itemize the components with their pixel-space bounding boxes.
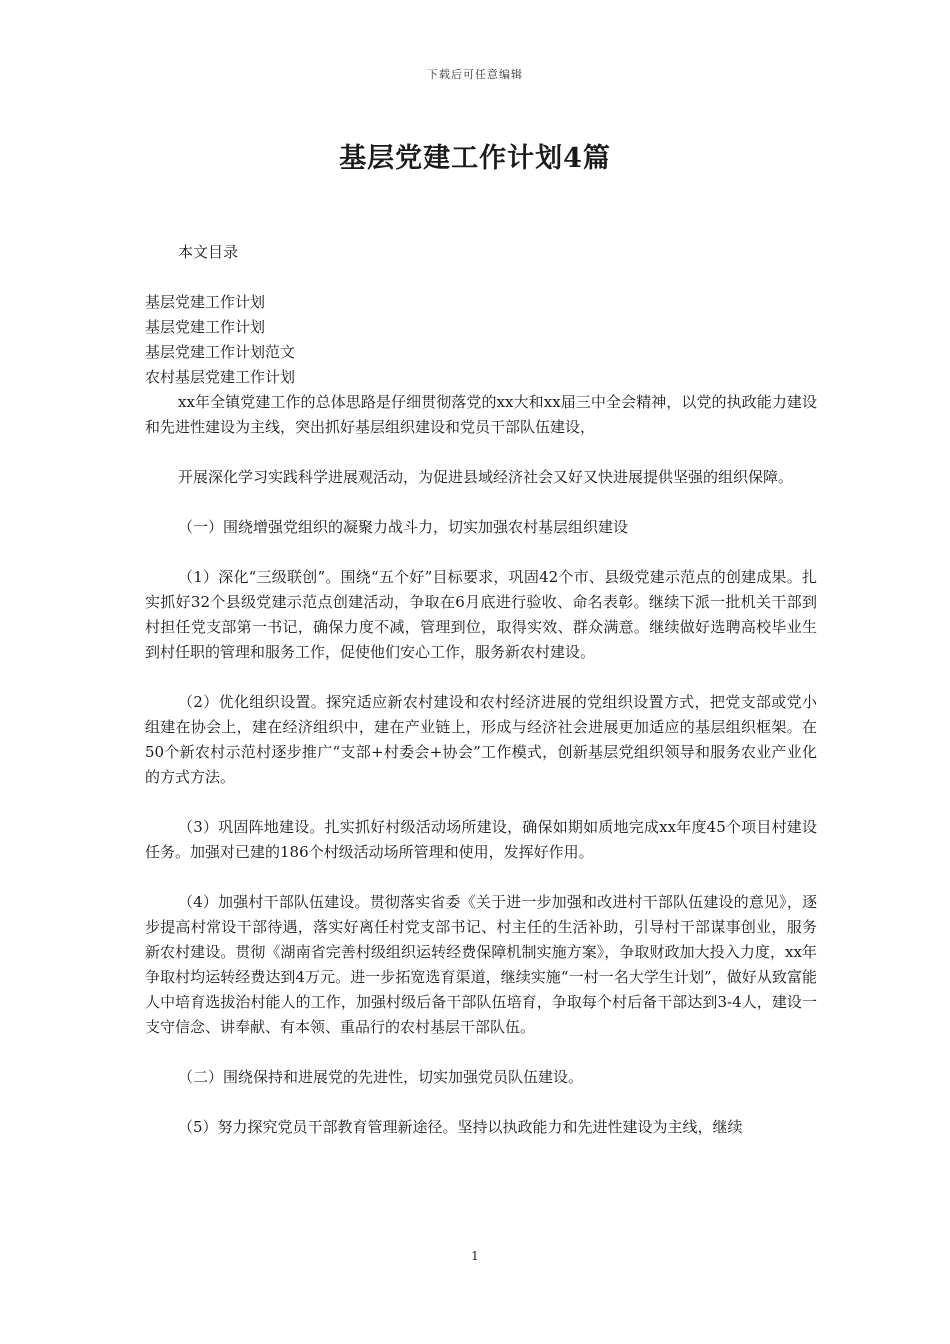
toc-heading: 本文目录 bbox=[178, 243, 239, 261]
toc-item[interactable]: 基层党建工作计划范文 bbox=[145, 343, 296, 361]
toc-item[interactable]: 基层党建工作计划 bbox=[145, 293, 266, 311]
paragraph: xx年全镇党建工作的总体思路是仔细贯彻落党的xx大和xx届三中全会精神，以党的执政能力建设和先进性建设为主线，突出抓好基层组织建设和党员干部队伍建设， bbox=[145, 393, 817, 436]
paragraph: （4）加强村干部队伍建设。贯彻落实省委《关于进一步加强和改进村干部队伍建设的意见》，逐步提高村常设干部待遇，落实好离任村党支部书记、村主任的生活补助，引导村干部谋事创业，服务新农村建设。贯彻《湖南省完善村级组织运转经费保障机制实施方案》，争取财政加大投入力度，xx年争取村均运转经费达到4万元。进一步拓宽选育渠道，继续实施“一村一名大学生计划”，做好从致富能人中培育选拔治村能人的工作，加强村级后备干部队伍培育，争取每个村后备干部达到3-4人，建设一支守信念、讲奉献、有本领、重品行的农村基层干部队伍。 bbox=[145, 893, 817, 1036]
header-note: 下载后可任意编辑 bbox=[427, 68, 523, 81]
document-body bbox=[145, 240, 817, 1165]
document-title: 基层党建工作计划4篇 bbox=[339, 143, 611, 174]
paragraph: 开展深化学习实践科学进展观活动，为促进县域经济社会又好又快进展提供坚强的组织保障。 bbox=[178, 468, 794, 486]
paragraph: （2）优化组织设置。探究适应新农村建设和农村经济进展的党组织设置方式，把党支部或党小组建在协会上，建在经济组织中，建在产业链上，形成与经济社会进展更加适应的基层组织框架。在50个新农村示范村逐步推广“支部+村委会+协会”工作模式，创新基层党组织领导和服务农业产业化的方式方法。 bbox=[145, 693, 817, 786]
paragraph: （1）深化“三级联创”。围绕“五个好”目标要求，巩固42个市、县级党建示范点的创建成果。扎实抓好32个县级党建示范点创建活动，争取在6月底进行验收、命名表彰。继续下派一批机关干部到村担任党支部第一书记，确保力度不减，管理到位，取得实效、群众满意。继续做好选聘高校毕业生到村任职的管理和服务工作，促使他们安心工作，服务新农村建设。 bbox=[145, 568, 817, 661]
section-heading: （一）围绕增强党组织的凝聚力战斗力，切实加强农村基层组织建设 bbox=[178, 518, 629, 536]
toc-item[interactable]: 基层党建工作计划 bbox=[145, 318, 266, 336]
page-number: 1 bbox=[471, 1249, 479, 1263]
section-heading: （二）围绕保持和进展党的先进性，切实加强党员队伍建设。 bbox=[178, 1068, 584, 1086]
paragraph: （5）努力探究党员干部教育管理新途径。坚持以执政能力和先进性建设为主线，继续 bbox=[178, 1118, 743, 1136]
paragraph: （3）巩固阵地建设。扎实抓好村级活动场所建设，确保如期如质地完成xx年度45个项目村建设任务。加强对已建的186个村级活动场所管理和使用，发挥好作用。 bbox=[145, 818, 817, 861]
toc-item[interactable]: 农村基层党建工作计划 bbox=[145, 368, 296, 386]
